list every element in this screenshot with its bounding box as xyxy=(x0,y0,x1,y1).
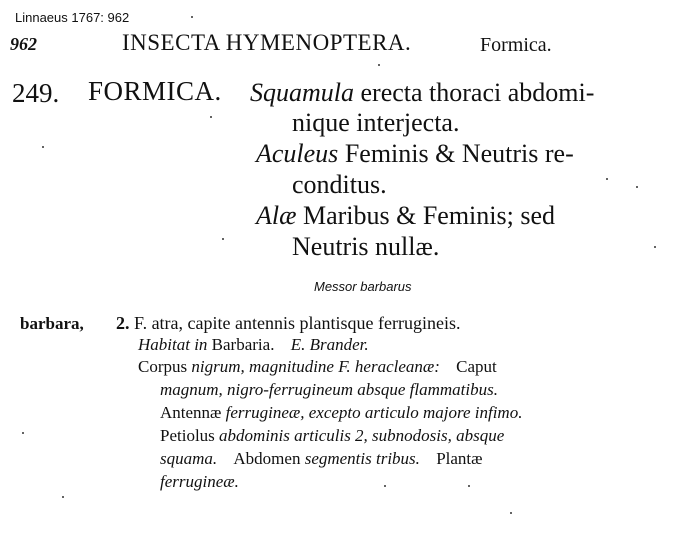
desc-term: Antennæ xyxy=(160,403,222,422)
genus-term: Aculeus xyxy=(256,139,339,168)
header-title: INSECTA HYMENOPTERA. xyxy=(122,30,412,55)
desc-term: Petiolus xyxy=(160,426,215,445)
genus-line-6 xyxy=(292,232,439,262)
genus-line-3 xyxy=(256,139,574,169)
print-speck xyxy=(210,116,212,118)
desc-term: Caput xyxy=(456,357,497,376)
desc-text: nigrum, magnitudine F. heracleanæ: xyxy=(191,357,440,376)
species-diagnosis: F. atra, capite antennis plantisque ferrugineis. xyxy=(134,313,461,333)
description-line-3 xyxy=(160,403,522,423)
print-speck xyxy=(22,432,24,434)
species-number: 2. xyxy=(116,313,130,333)
genus-text: Maribus & Feminis; sed xyxy=(302,201,556,230)
desc-term: Plantæ xyxy=(436,449,483,468)
description-line-1 xyxy=(138,357,497,377)
habitat-line xyxy=(138,335,369,355)
description-line-5 xyxy=(160,449,482,469)
genus-line-2 xyxy=(292,108,459,138)
genus-text: nique interjecta. xyxy=(292,108,460,137)
print-speck xyxy=(222,238,224,240)
genus-number: 249. xyxy=(12,78,60,108)
page-number: 962 xyxy=(10,34,37,54)
habitat-label: Habitat in xyxy=(138,335,208,354)
desc-text: magnum, nigro-ferrugineum absque flammatibus. xyxy=(160,380,498,399)
desc-text: ferrugineæ, excepto articulo majore infimo. xyxy=(225,403,523,422)
print-speck xyxy=(384,485,386,487)
source-caption: Linnaeus 1767: 962 xyxy=(15,10,130,25)
genus-name: FORMICA. xyxy=(88,76,222,106)
print-speck xyxy=(510,512,512,514)
desc-text: ferrugineæ. xyxy=(160,472,239,491)
desc-text: segmentis tribus. xyxy=(304,449,420,468)
genus-term: Squamula xyxy=(250,78,354,107)
genus-term: Alæ xyxy=(256,201,297,230)
species-caption: Messor barbarus xyxy=(314,279,412,294)
print-speck xyxy=(606,178,608,180)
habitat-place: Barbaria. xyxy=(211,335,275,354)
genus-text: Neutris nullæ. xyxy=(292,232,440,261)
print-speck xyxy=(62,496,64,498)
species-diagnosis-line xyxy=(116,313,460,334)
print-speck xyxy=(636,186,638,188)
print-speck xyxy=(468,485,470,487)
print-speck xyxy=(42,146,44,148)
description-line-2 xyxy=(160,380,498,400)
genus-line-5 xyxy=(256,201,555,231)
desc-term: Corpus xyxy=(138,357,188,376)
species-epithet: barbara, xyxy=(20,314,84,333)
genus-text: conditus. xyxy=(292,170,387,199)
running-head: Formica. xyxy=(480,34,552,56)
genus-line-4 xyxy=(292,170,387,200)
print-speck xyxy=(654,246,656,248)
desc-term: Abdomen xyxy=(233,449,301,468)
print-speck xyxy=(191,16,193,18)
genus-text: erecta thoraci abdomi- xyxy=(360,78,595,107)
print-speck xyxy=(378,64,380,66)
genus-line-1 xyxy=(250,78,594,108)
desc-text: abdominis articulis 2, subnodosis, absque xyxy=(219,426,505,445)
description-line-6 xyxy=(160,472,239,492)
genus-text: Feminis & Neutris re- xyxy=(344,139,574,168)
collector: E. Brander. xyxy=(290,335,369,354)
desc-text: squama. xyxy=(160,449,218,468)
description-line-4 xyxy=(160,426,504,446)
